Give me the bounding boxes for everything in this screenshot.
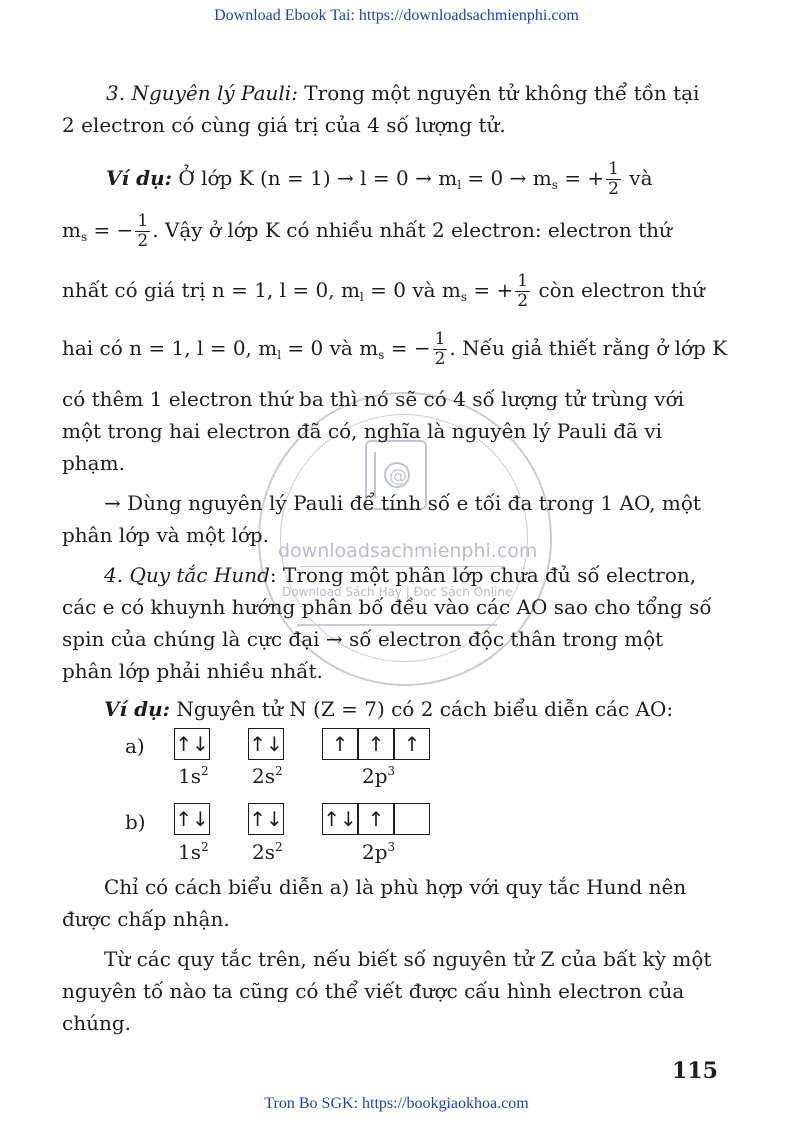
label-1s xyxy=(178,840,209,864)
ex1-l4-d: . Nếu giả thiết rằng ở lớp K xyxy=(449,336,728,360)
label-2s xyxy=(252,840,283,864)
orbital-1s-box: ↑↓ xyxy=(174,803,210,835)
ex1-l2-c: . Vậy ở lớp K có nhiều nhất 2 electron: electron thứ xyxy=(152,218,672,242)
label-2s-sup: 2 xyxy=(275,764,283,778)
page-number: 115 xyxy=(672,1058,718,1084)
ex1-line-1 xyxy=(106,158,756,205)
hund-line-4: phân lớp phải nhiều nhất. xyxy=(62,659,323,683)
sub-s: s xyxy=(551,178,558,192)
hund-line-2: các e có khuynh hướng phân bố đều vào các AO sao cho tổng số xyxy=(62,595,712,619)
label-2s xyxy=(252,764,283,788)
hund-line-1 xyxy=(104,562,716,588)
label-2p-text: 2p xyxy=(362,764,388,788)
ex1-l2-b: = − xyxy=(87,218,134,242)
ex1-l4-c: = − xyxy=(384,336,431,360)
frac-num: 1 xyxy=(517,271,529,291)
conclusion-line-1: Chỉ có cách biểu diễn a) là phù hợp với quy tắc Hund nên xyxy=(104,875,687,899)
ex1-l3-a: nhất có giá trị n = 1, l = 0, m xyxy=(62,278,360,302)
label-1s xyxy=(178,764,209,788)
ex1-line-7: phạm. xyxy=(62,451,125,475)
fraction-half xyxy=(433,330,448,369)
label-1s-sup: 2 xyxy=(201,764,209,778)
ex1-l2-a: m xyxy=(62,218,81,242)
pauli-text-1: Trong một nguyên tử không thể tồn tại xyxy=(297,81,700,105)
ex1-text-d: và xyxy=(622,166,653,190)
frac-den: 2 xyxy=(434,349,446,369)
sub-s: s xyxy=(80,230,88,244)
svg-text:@: @ xyxy=(389,466,407,487)
label-2s-sup: 2 xyxy=(275,840,283,854)
label-2s-text: 2s xyxy=(252,840,275,864)
sub-s: s xyxy=(460,290,468,304)
orbital-row-b xyxy=(0,803,793,837)
pauli-line-2: 2 electron có cùng giá trị của 4 số lượng tử. xyxy=(62,113,506,137)
arrow-note-line-1: → Dùng nguyên lý Pauli để tính số e tối đa trong 1 AO, một xyxy=(104,491,701,515)
label-1s-sup: 2 xyxy=(201,840,209,854)
fraction-half xyxy=(515,272,530,311)
label-2p-sup: 3 xyxy=(387,764,396,778)
ex1-l3-d: còn electron thứ xyxy=(532,278,705,302)
arrow-note-line-2: phân lớp và một lớp. xyxy=(62,523,270,547)
row-b-label: b) xyxy=(125,810,146,834)
frac-num: 1 xyxy=(137,211,149,231)
ex2-line xyxy=(104,696,754,722)
hund-heading: 4. Quy tắc Hund xyxy=(104,563,270,587)
hund-text-1: : Trong một phân lớp chưa đủ số electron, xyxy=(269,563,697,587)
ex1-line-4 xyxy=(62,328,728,375)
ex1-line-2 xyxy=(62,210,712,257)
frac-den: 2 xyxy=(517,291,529,311)
orbital-2p-box-2: ↑ xyxy=(358,728,394,760)
ex1-text-b: = 0 → m xyxy=(461,166,552,190)
frac-den: 2 xyxy=(608,179,619,199)
ex1-l4-b: = 0 và m xyxy=(281,336,379,360)
orbital-1s-box: ↑↓ xyxy=(174,728,210,760)
orbital-2p-box-1: ↑ xyxy=(322,728,358,760)
frac-num: 1 xyxy=(608,159,619,179)
sub-l: l xyxy=(277,348,282,362)
ex1-text-a: Ở lớp K (n = 1) → l = 0 → m xyxy=(172,166,458,190)
watermark-tagline: Download Sách Hay | Đọc Sách Online xyxy=(282,585,513,599)
label-1s-text: 1s xyxy=(178,764,201,788)
ex1-line-5: có thêm 1 electron thứ ba thì nó sẽ có 4 số lượng tử trùng với xyxy=(62,387,684,411)
label-2p xyxy=(362,840,395,864)
fraction-half xyxy=(135,212,150,251)
ex1-text-c: = + xyxy=(557,166,605,190)
ex1-l4-a: hai có n = 1, l = 0, m xyxy=(62,336,278,360)
hund-line-3: spin của chúng là cực đại → số electron độc thân trong một xyxy=(62,627,664,651)
orbital-2p-box-2: ↑ xyxy=(358,803,394,835)
label-2p xyxy=(362,764,395,788)
orbital-2s-box: ↑↓ xyxy=(248,728,284,760)
ex1-l3-b: = 0 và m xyxy=(363,278,461,302)
final-line-1: Từ các quy tắc trên, nếu biết số nguyên tử Z của bất kỳ một xyxy=(104,947,712,971)
orbital-2p-box-3: ↑ xyxy=(394,728,430,760)
label-2s-text: 2s xyxy=(252,764,275,788)
sub-s: s xyxy=(378,348,385,362)
frac-den: 2 xyxy=(137,231,149,251)
final-line-2: nguyên tố nào ta cũng có thể viết được cấu hình electron của xyxy=(62,979,685,1003)
orbital-2s-box: ↑↓ xyxy=(248,803,284,835)
ex2-text: Nguyên tử N (Z = 7) có 2 cách biểu diễn các AO: xyxy=(170,697,674,721)
sub-l: l xyxy=(359,290,364,304)
ex1-l3-c: = + xyxy=(467,278,514,302)
frac-num: 1 xyxy=(434,329,446,349)
fraction-half xyxy=(606,160,621,199)
final-line-3: chúng. xyxy=(62,1011,132,1035)
pauli-line-1 xyxy=(106,80,716,106)
ex2-label: Ví dụ: xyxy=(104,697,170,721)
row-a-label: a) xyxy=(125,734,145,758)
orbital-row-a xyxy=(0,728,793,762)
header-link[interactable]: Download Ebook Tai: https://downloadsachmienphi.com xyxy=(214,7,579,24)
ex1-line-6: một trong hai electron đã có, nghĩa là nguyên lý Pauli đã vi xyxy=(62,419,663,443)
orbital-2p-box-1: ↑↓ xyxy=(322,803,358,835)
ex1-line-3 xyxy=(62,270,712,317)
label-2p-sup: 3 xyxy=(387,840,396,854)
orbital-2p-box-3 xyxy=(394,803,430,835)
pauli-heading: 3. Nguyên lý Pauli: xyxy=(106,81,298,105)
label-2p-text: 2p xyxy=(362,840,388,864)
conclusion-line-2: được chấp nhận. xyxy=(62,907,230,931)
ex1-label: Ví dụ: xyxy=(106,166,172,190)
footer-link[interactable]: Tron Bo SGK: https://bookgiaokhoa.com xyxy=(264,1095,529,1112)
sub-l: l xyxy=(457,178,462,192)
label-1s-text: 1s xyxy=(178,840,201,864)
watermark-site: downloadsachmienphi.com xyxy=(278,540,538,562)
